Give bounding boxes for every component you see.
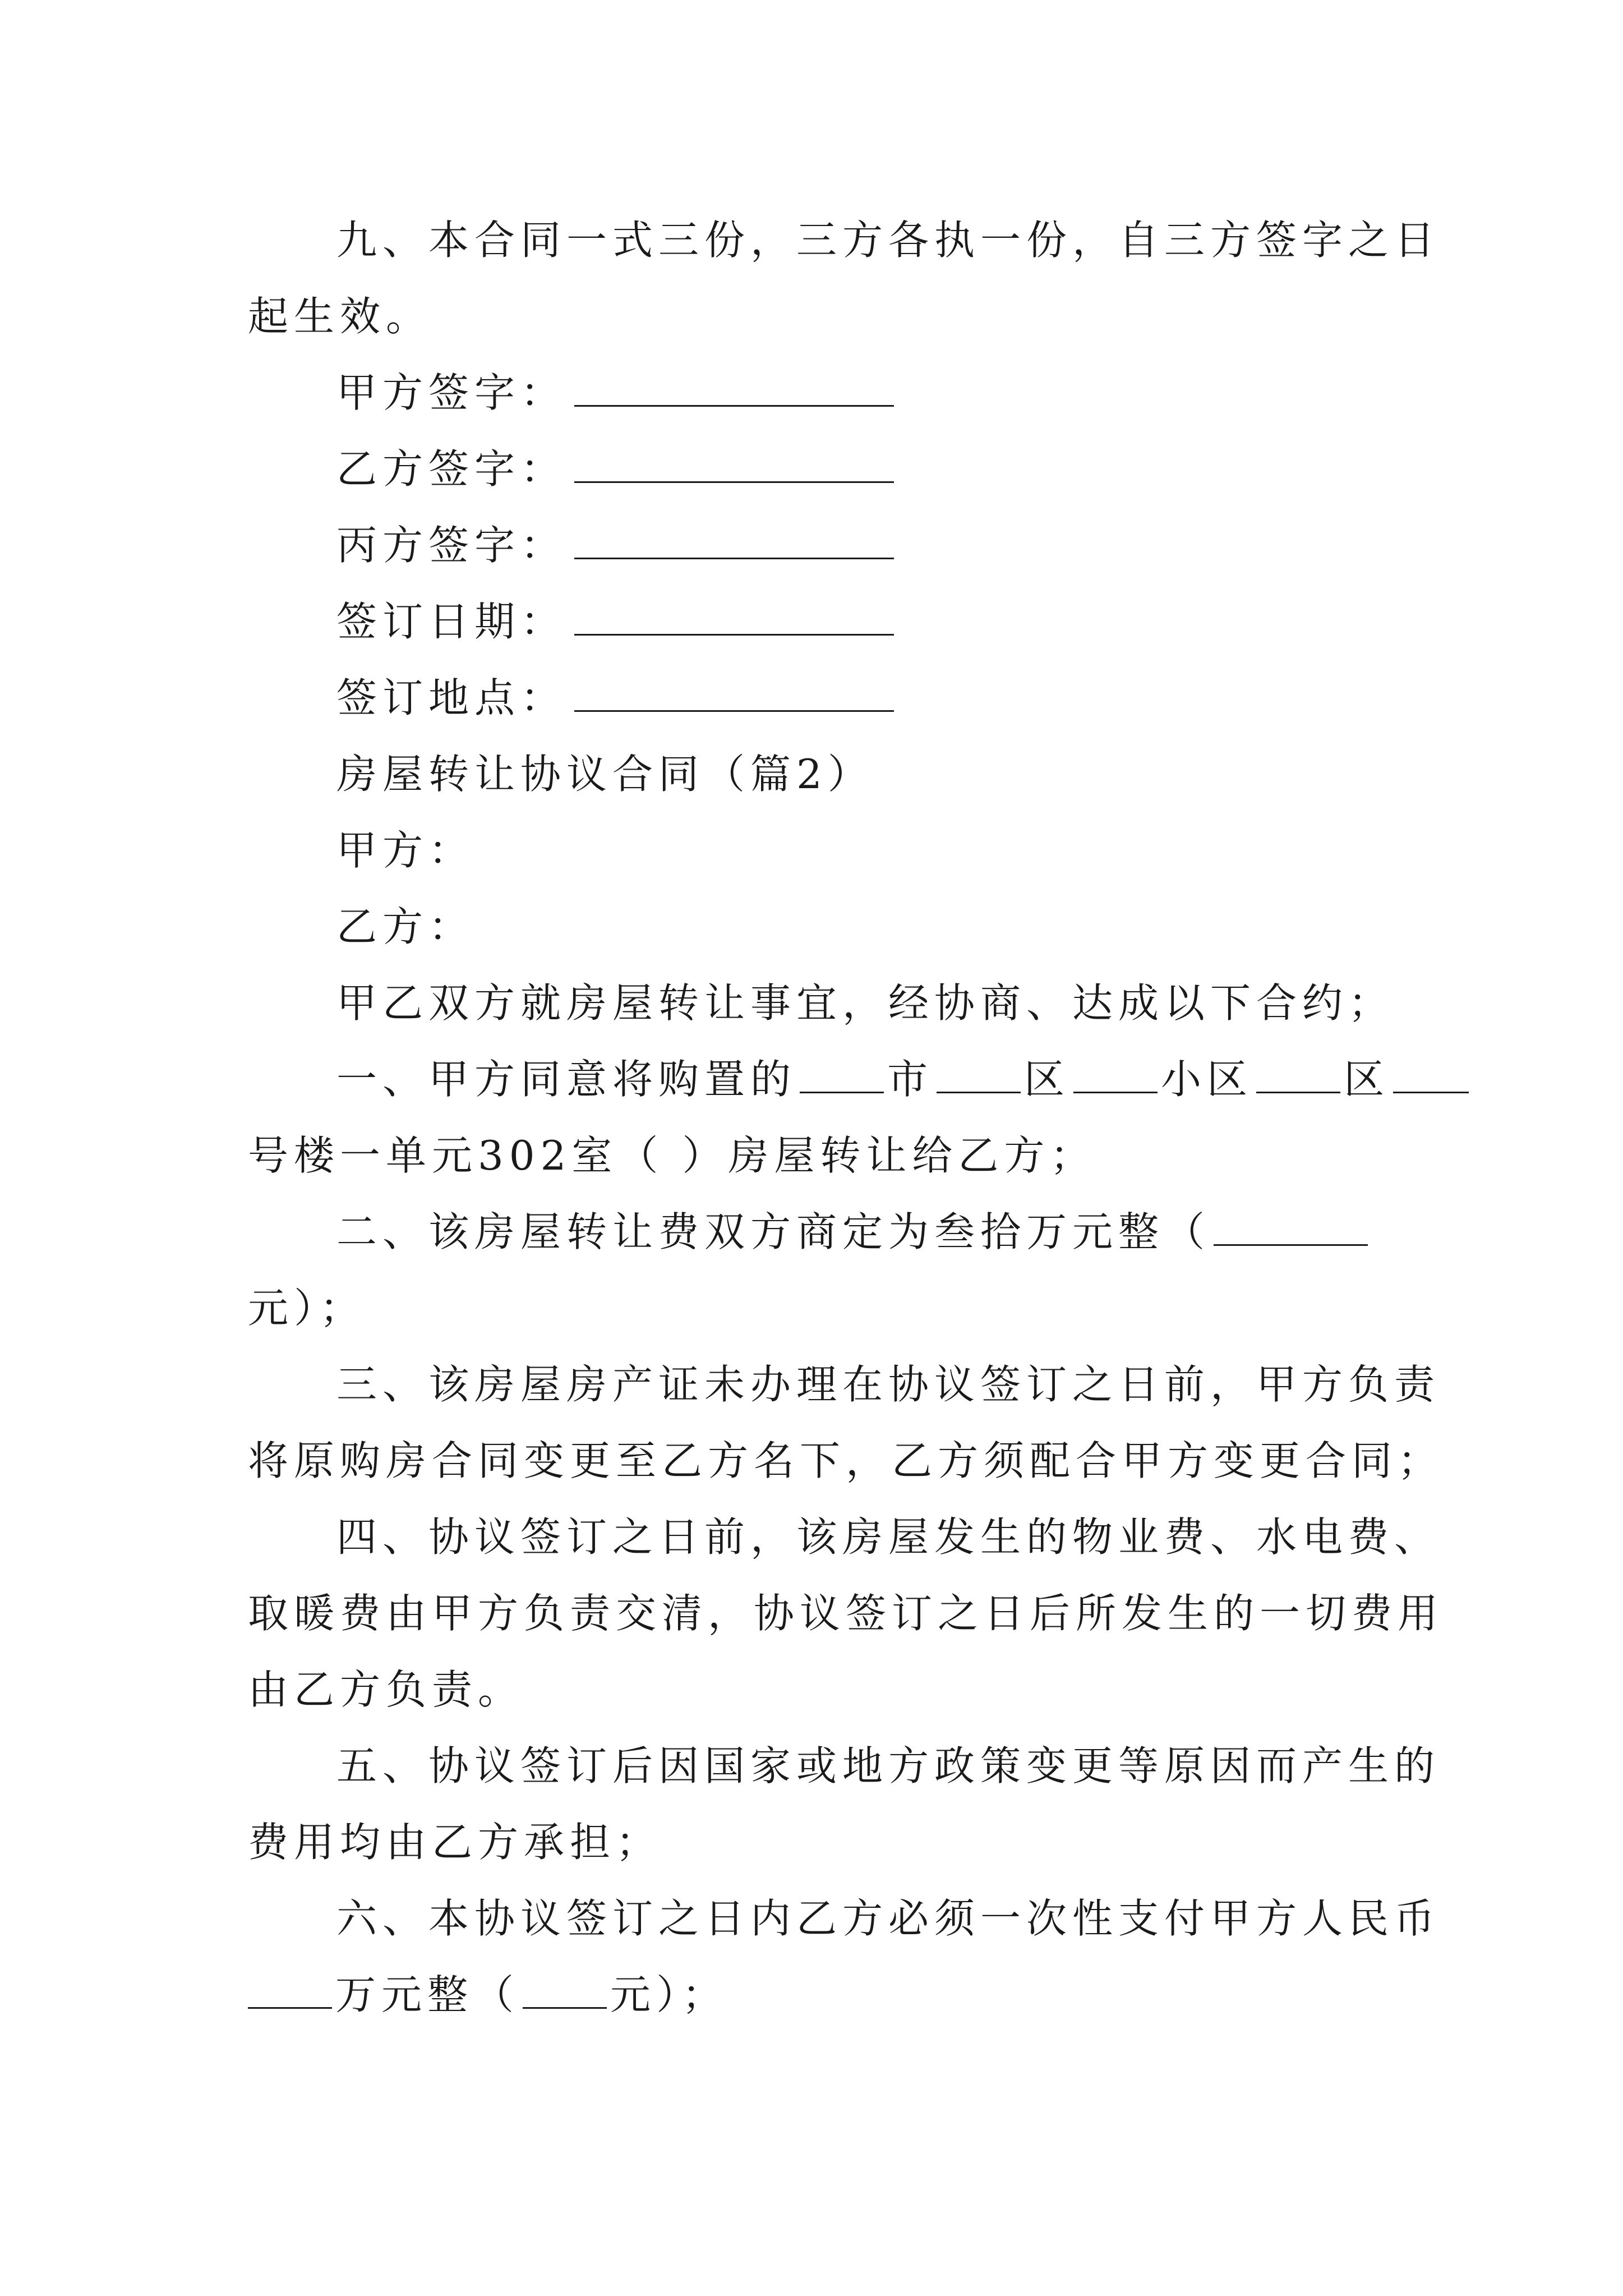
party-label: 甲方： bbox=[336, 827, 475, 874]
clause-3-text-cont: 将原购房合同变更至乙方名下，乙方须配合甲方变更合同； bbox=[248, 1437, 1444, 1484]
clause-1-line-1 bbox=[248, 1041, 1403, 1117]
signature-label: 甲方签字： bbox=[336, 369, 567, 416]
city-blank bbox=[800, 1055, 884, 1093]
signature-blank bbox=[574, 521, 894, 559]
document-body bbox=[248, 202, 1444, 2033]
district-label: 区 bbox=[1024, 1056, 1071, 1103]
community-label: 小区 bbox=[1161, 1056, 1253, 1103]
clause-2-text-cont: 元）； bbox=[248, 1285, 366, 1332]
section-2-party-b bbox=[248, 889, 1403, 965]
intro-text: 甲乙双方就房屋转让事宜，经协商、达成以下合约； bbox=[336, 979, 1395, 1027]
clause-1-line-2 bbox=[248, 1117, 1403, 1194]
section-title: 房屋转让协议合同（篇2） bbox=[336, 751, 874, 798]
clause-3-line-1 bbox=[248, 1346, 1441, 1423]
clause-9-text: 九、本合同一式三份，三方各执一份，自三方签字之日 bbox=[336, 217, 1441, 264]
payment-unit-label: 万元整（ bbox=[335, 1971, 520, 2018]
community-blank bbox=[1073, 1055, 1158, 1093]
zone-label: 区 bbox=[1344, 1056, 1390, 1103]
section-2-party-a bbox=[248, 812, 1403, 889]
signature-party-a bbox=[248, 355, 1403, 431]
clause-4-text-cont: 取暖费由甲方负责交清，协议签订之日后所发生的一切费用 bbox=[248, 1590, 1444, 1637]
clause-9-text-cont: 起生效。 bbox=[248, 293, 432, 340]
payment-wan-blank bbox=[248, 1970, 332, 2009]
clause-6-line-2 bbox=[248, 1957, 1403, 2033]
payment-yuan-blank bbox=[523, 1970, 607, 2009]
signature-party-b bbox=[248, 431, 1403, 507]
signature-label: 丙方签字： bbox=[336, 522, 567, 569]
party-label: 乙方： bbox=[336, 903, 475, 950]
amount-blank bbox=[1214, 1207, 1368, 1246]
signing-date-blank bbox=[574, 597, 894, 636]
clause-3-line-2 bbox=[248, 1423, 1444, 1499]
clause-4-line-3 bbox=[248, 1651, 1403, 1728]
signature-party-c bbox=[248, 507, 1403, 583]
city-label: 市 bbox=[887, 1056, 934, 1103]
clause-4-line-2 bbox=[248, 1575, 1444, 1651]
clause-6-text: 六、本协议签订之日内乙方必须一次性支付甲方人民币 bbox=[336, 1895, 1441, 1942]
clause-9-line-2 bbox=[248, 278, 1403, 355]
section-2-intro bbox=[248, 965, 1403, 1041]
building-blank bbox=[1393, 1055, 1469, 1093]
district-blank bbox=[937, 1055, 1021, 1093]
signing-place bbox=[248, 660, 1403, 736]
clause-5-text-cont: 费用均由乙方承担； bbox=[248, 1819, 662, 1866]
zone-blank bbox=[1256, 1055, 1340, 1093]
signature-label: 乙方签字： bbox=[336, 445, 567, 493]
signing-place-label: 签订地点： bbox=[336, 674, 567, 721]
clause-4-text: 四、协议签订之日前，该房屋发生的物业费、水电费、 bbox=[336, 1513, 1441, 1561]
clause-4-text-end: 由乙方负责。 bbox=[248, 1666, 524, 1713]
signing-date bbox=[248, 583, 1403, 660]
signing-place-blank bbox=[574, 673, 894, 712]
clause-1-text-cont: 号楼一单元302室（ ）房屋转让给乙方； bbox=[248, 1132, 1096, 1179]
signature-blank bbox=[574, 368, 894, 407]
clause-2-line-2 bbox=[248, 1270, 1403, 1346]
clause-4-line-1 bbox=[248, 1499, 1441, 1575]
clause-2-text: 二、该房屋转让费双方商定为叁拾万元整（ bbox=[336, 1208, 1211, 1255]
clause-1-prefix: 一、甲方同意将购置的 bbox=[336, 1056, 797, 1103]
payment-tail-label: 元）； bbox=[610, 1971, 728, 2018]
clause-3-text: 三、该房屋房产证未办理在协议签订之日前，甲方负责 bbox=[336, 1361, 1441, 1408]
clause-6-line-1 bbox=[248, 1880, 1441, 1957]
clause-9-line-1 bbox=[248, 202, 1441, 278]
clause-5-text: 五、协议签订后因国家或地方政策变更等原因而产生的 bbox=[336, 1742, 1441, 1789]
clause-5-line-2 bbox=[248, 1804, 1403, 1880]
signing-date-label: 签订日期： bbox=[336, 598, 567, 645]
signature-blank bbox=[574, 444, 894, 483]
clause-5-line-1 bbox=[248, 1728, 1441, 1804]
clause-2-line-1 bbox=[248, 1194, 1403, 1270]
section-2-title bbox=[248, 736, 1403, 812]
